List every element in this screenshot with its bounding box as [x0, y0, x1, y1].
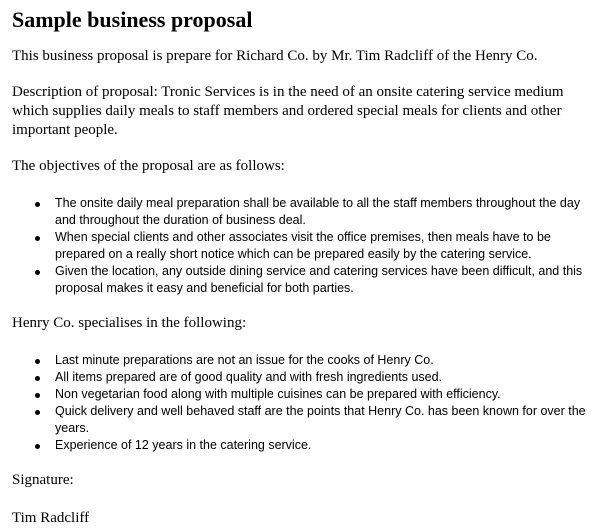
intro-paragraph: This business proposal is prepare for Richard Co. by Mr. Tim Radcliff of the Henry Co. — [12, 48, 538, 64]
list-item-text: When special clients and other associates visit the office premises, then meals have to be prepared on a really short notice which can be prepared easily by the catering service. — [55, 230, 551, 261]
document-page — [12, 6, 592, 528]
document-title: Sample business proposal — [12, 7, 253, 32]
description-paragraph: Description of proposal: Tronic Services is in the need of an onsite catering service medium which supplies daily meals to staff members and ordered special meals for clients and other important people. — [12, 84, 564, 138]
list-item-text: Experience of 12 years in the catering service. — [55, 438, 312, 452]
list-item-text: Quick delivery and well behaved staff are the points that Henry Co. has been known for over the years. — [55, 404, 586, 435]
signatory-name: Tim Radcliff — [12, 510, 90, 526]
objectives-list — [12, 195, 592, 297]
list-item-text: Last minute preparations are not an issue for the cooks of Henry Co. — [55, 353, 434, 367]
bullet-icon — [35, 202, 40, 207]
list-item-text: All items prepared are of good quality and with fresh ingredients used. — [55, 370, 443, 384]
list-item — [12, 229, 592, 263]
objectives-heading: The objectives of the proposal are as follows: — [12, 158, 285, 174]
bullet-icon — [35, 393, 40, 398]
list-item — [12, 195, 592, 229]
bullet-icon — [35, 359, 40, 364]
list-item — [12, 352, 592, 369]
specialities-list — [12, 352, 592, 454]
bullet-icon — [35, 444, 40, 449]
list-item — [12, 263, 592, 297]
list-item — [12, 386, 592, 403]
list-item-text: Given the location, any outside dining service and catering services have been difficult, and this proposal makes it easy and beneficial for both parties. — [55, 264, 583, 295]
signature-label: Signature: — [12, 472, 74, 488]
list-item — [12, 437, 592, 454]
list-item-text: The onsite daily meal preparation shall be available to all the staff members throughout the day and throughout the duration of business deal. — [55, 196, 581, 227]
bullet-icon — [35, 270, 40, 275]
specialises-heading: Henry Co. specialises in the following: — [12, 315, 247, 331]
list-item — [12, 403, 592, 437]
bullet-icon — [35, 376, 40, 381]
bullet-icon — [35, 236, 40, 241]
list-item-text: Non vegetarian food along with multiple cuisines can be prepared with efficiency. — [55, 387, 501, 401]
list-item — [12, 369, 592, 386]
bullet-icon — [35, 410, 40, 415]
